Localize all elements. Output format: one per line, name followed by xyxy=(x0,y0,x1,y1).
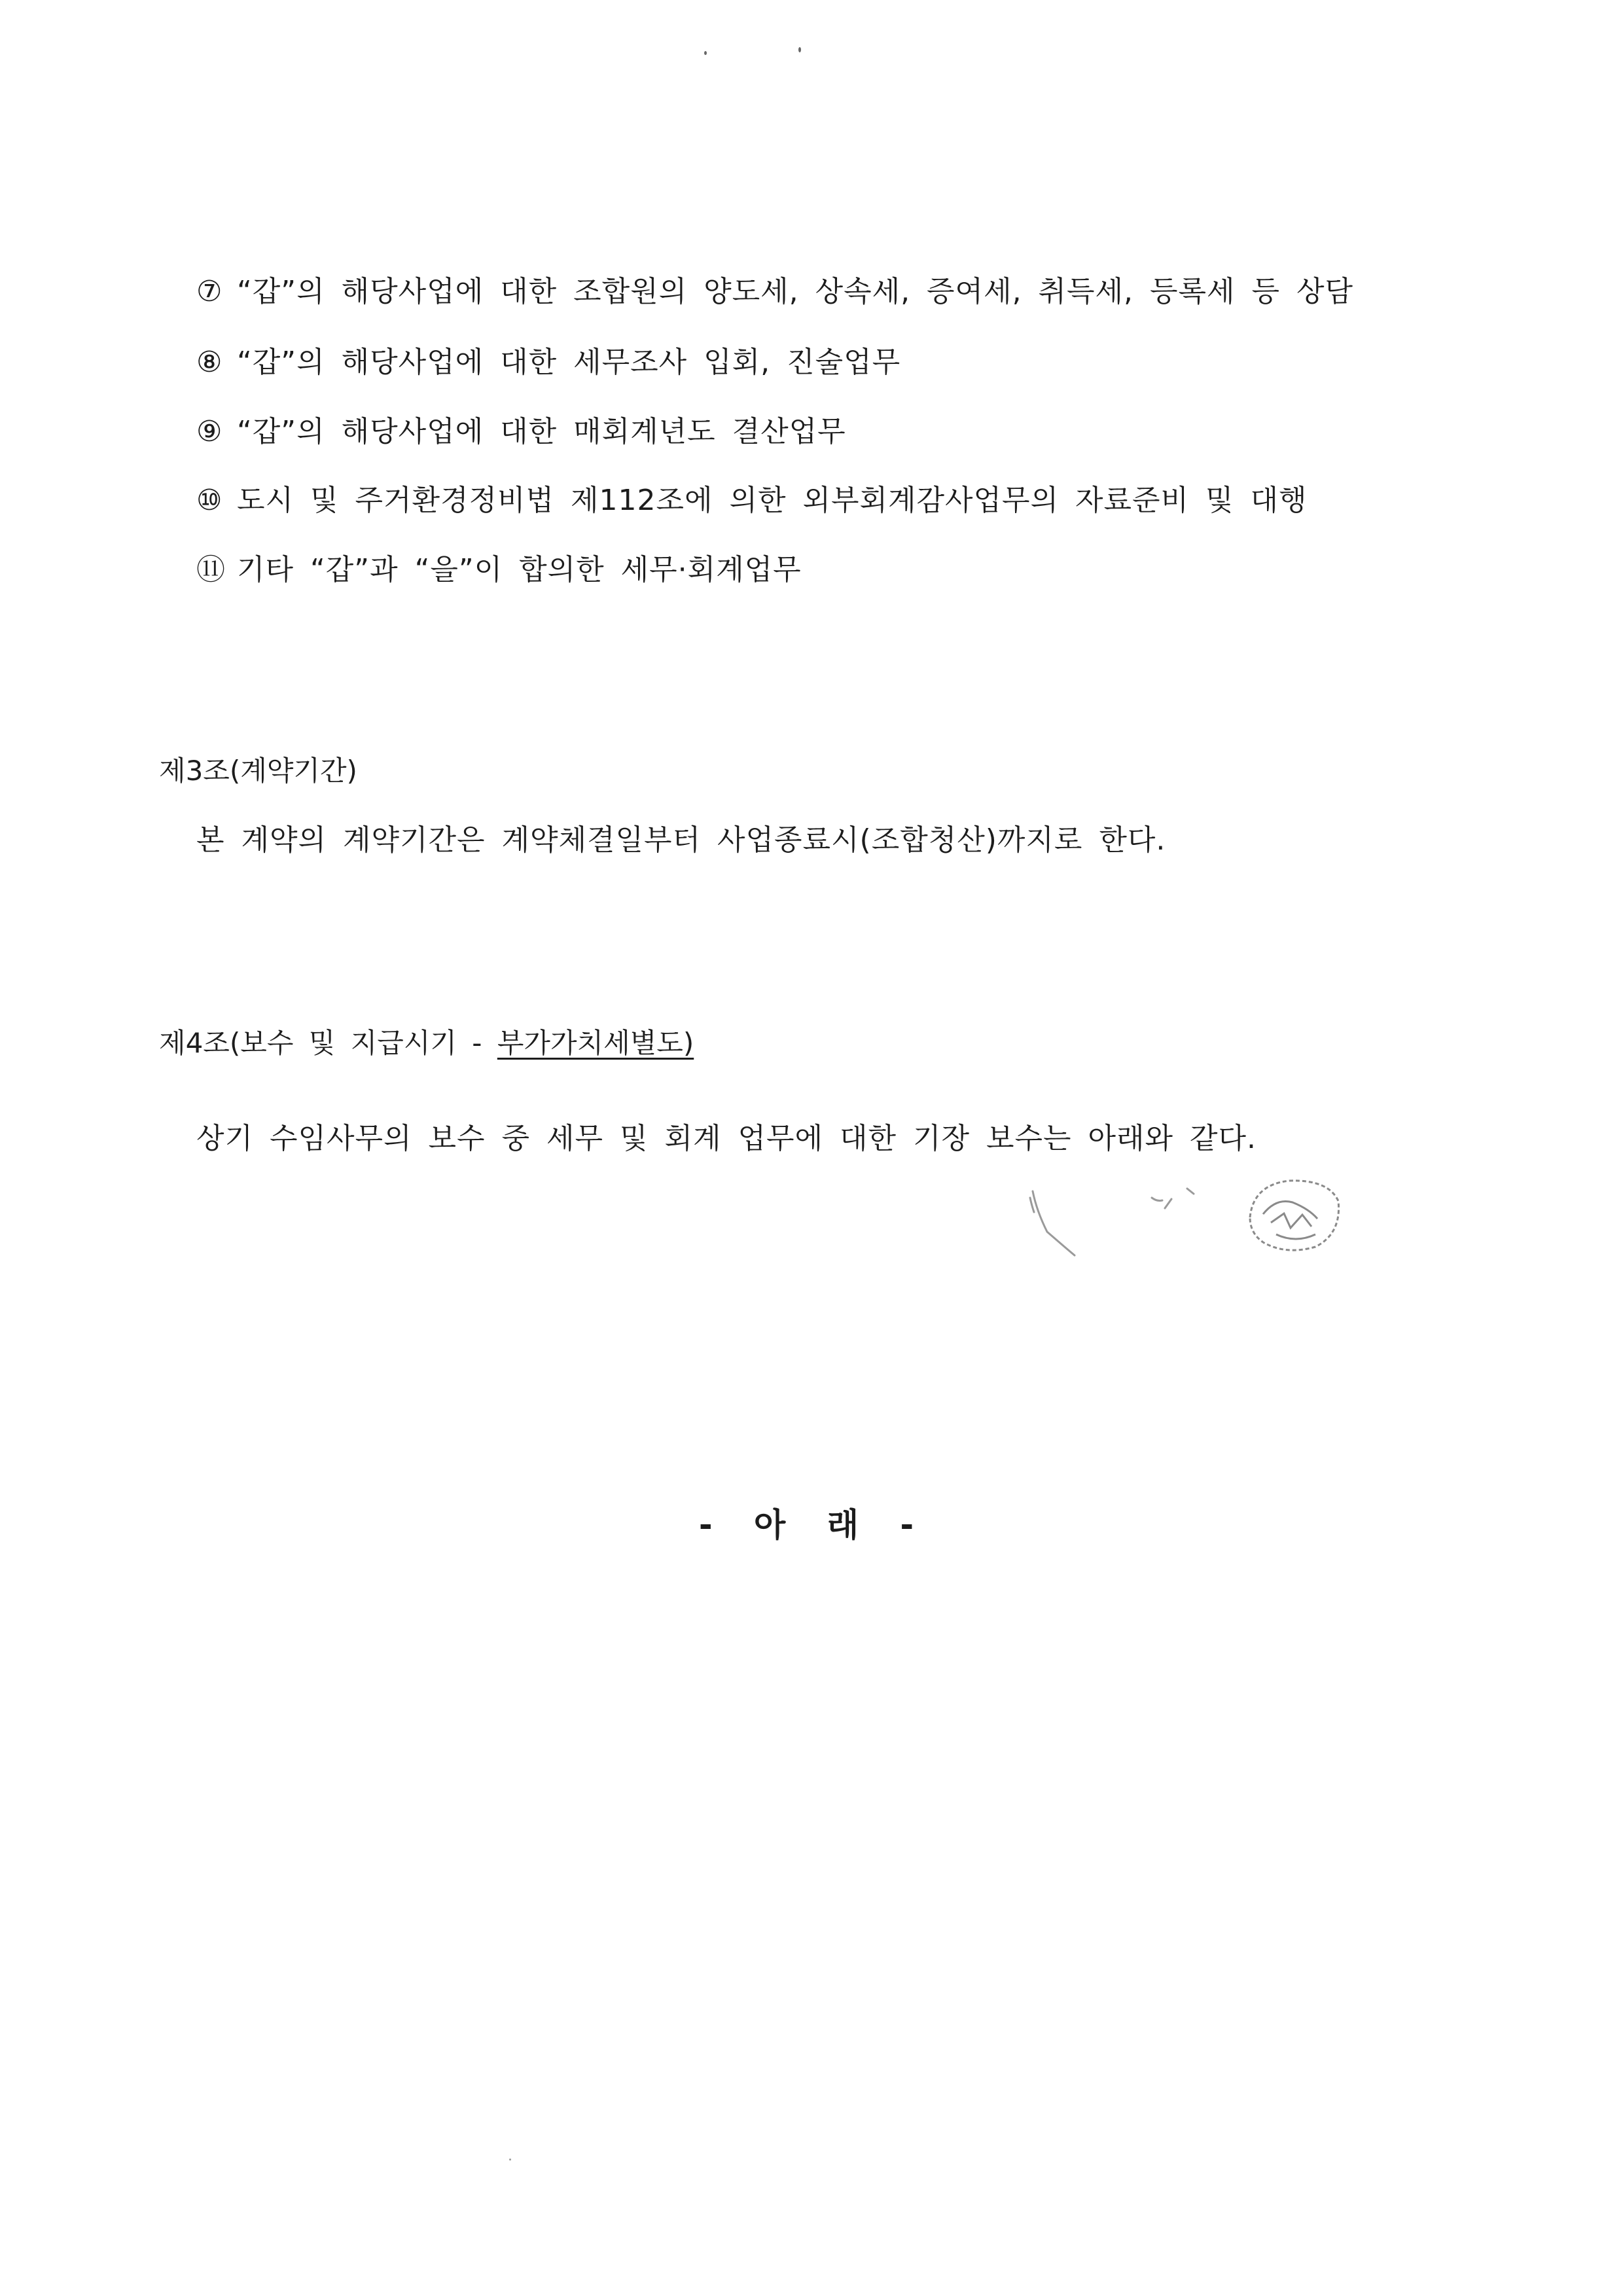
item-number: ⑨ xyxy=(196,415,223,448)
article4-heading-prefix: 제4조(보수 및 지급시기 - xyxy=(159,1027,497,1059)
list-item xyxy=(196,344,901,381)
article3-heading: 제3조(계약기간) xyxy=(159,755,357,787)
list-item xyxy=(196,274,1353,310)
faint-seal-stamp xyxy=(1027,1172,1348,1283)
item-text: “갑”의 해당사업에 대한 세무조사 입회, 진술업무 xyxy=(237,346,901,379)
below-title: - 아 래 - xyxy=(698,1506,925,1544)
item-number: ⑪ xyxy=(196,553,226,586)
scan-speck xyxy=(704,51,707,55)
article4-heading-underlined: 부가가치세별도) xyxy=(497,1027,694,1059)
item-text: 도시 및 주거환경정비법 제112조에 의한 외부회계감사업무의 자료준비 및 대행 xyxy=(237,484,1308,517)
item-number: ⑩ xyxy=(196,484,223,517)
item-text: “갑”의 해당사업에 대한 조합원의 양도세, 상속세, 증여세, 취득세, 등록세 등 상담 xyxy=(237,275,1354,308)
scan-speck xyxy=(798,47,801,52)
article4-heading xyxy=(159,1025,694,1062)
list-item xyxy=(196,414,846,450)
list-item xyxy=(196,482,1308,519)
list-item xyxy=(196,552,802,588)
item-text: “갑”의 해당사업에 대한 매회계년도 결산업무 xyxy=(237,415,846,448)
item-number: ⑦ xyxy=(196,275,223,308)
item-number: ⑧ xyxy=(196,346,223,379)
scan-speck xyxy=(509,2159,511,2161)
article4-body: 상기 수임사무의 보수 중 세무 및 회계 업무에 대한 기장 보수는 아래와 같다. xyxy=(196,1122,1257,1155)
article3-body: 본 계약의 계약기간은 계약체결일부터 사업종료시(조합청산)까지로 한다. xyxy=(196,823,1166,857)
item-text: 기타 “갑”과 “을”이 합의한 세무·회계업무 xyxy=(237,553,802,586)
